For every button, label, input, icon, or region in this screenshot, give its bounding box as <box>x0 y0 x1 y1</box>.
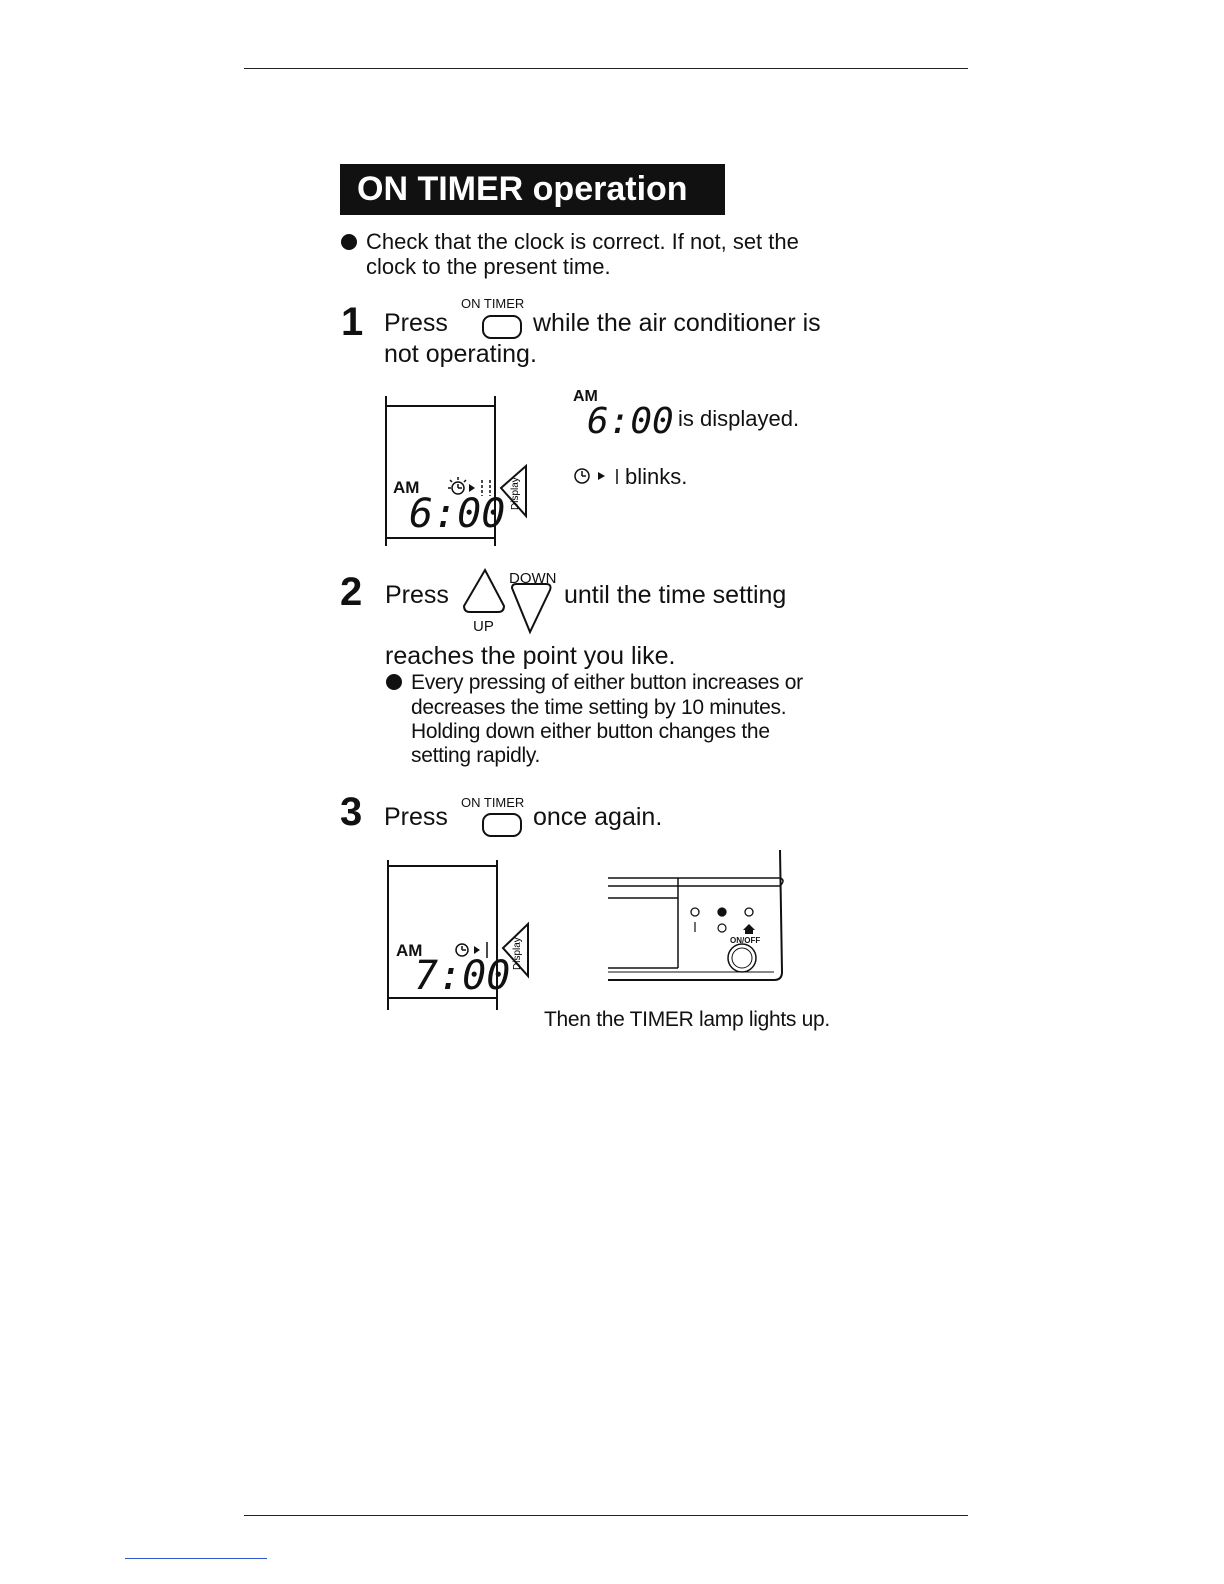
step-1-display-time: 6:00 <box>409 491 506 537</box>
step-2-note-line-3: Holding down either button changes the <box>411 720 770 743</box>
step-1-text-line-2: not operating. <box>384 340 537 368</box>
down-label: DOWN <box>509 570 557 587</box>
svg-text:Display: Display <box>510 477 521 510</box>
step-3-display-ampm: AM <box>396 941 423 960</box>
step-1-press: Press <box>384 309 448 337</box>
svg-text:Display: Display <box>512 937 523 970</box>
step-2-press: Press <box>385 581 449 609</box>
footer-link-underline <box>125 1558 267 1559</box>
timer-indicator-icon <box>573 466 623 486</box>
step-2-number: 2 <box>340 570 363 614</box>
step-1-button-label: ON TIMER <box>461 296 525 311</box>
step-3-text: once again. <box>533 803 663 831</box>
intro-line-2: clock to the present time. <box>366 254 611 279</box>
step-1-display-ampm: AM <box>393 478 420 497</box>
bottom-rule <box>244 1515 968 1516</box>
step-3-press: Press <box>384 803 448 831</box>
section-title: ON TIMER operation <box>340 164 725 215</box>
step-1-blinks-text: blinks. <box>625 464 688 489</box>
step-1-shown-text: is displayed. <box>678 406 800 431</box>
step-2-text-line-1: until the time setting <box>564 581 787 609</box>
unit-on-off-label: ON/OFF <box>730 936 761 945</box>
step-3-display-time: 7:00 <box>414 953 511 999</box>
up-arrow-icon <box>464 570 504 612</box>
step-1-text-line-1: while the air conditioner is <box>533 309 821 337</box>
step-1-shown-ampm: AM <box>573 388 598 405</box>
timer-lamp-icon <box>718 908 726 916</box>
step-2-text-line-2: reaches the point you like. <box>385 642 676 670</box>
step-1-shown-time: 6:00 <box>587 401 674 442</box>
step-1-number: 1 <box>341 300 364 344</box>
down-arrow-icon <box>512 584 551 632</box>
bullet-icon <box>386 674 402 690</box>
bullet-icon <box>341 234 357 250</box>
step-3-caption: Then the TIMER lamp lights up. <box>544 1008 830 1031</box>
step-2-note-line-1: Every pressing of either button increases or <box>411 671 803 694</box>
step-2-note-line-4: setting rapidly. <box>411 744 541 767</box>
indoor-unit-panel <box>604 846 794 986</box>
on-timer-button-icon <box>482 813 522 837</box>
top-rule <box>244 68 968 69</box>
step-3-button-label: ON TIMER <box>461 795 525 810</box>
intro-line-1: Check that the clock is correct. If not, set the <box>366 229 799 254</box>
on-timer-button-icon <box>482 315 522 339</box>
up-label: UP <box>473 618 494 635</box>
step-2-note-line-2: decreases the time setting by 10 minutes. <box>411 696 787 719</box>
step-3-number: 3 <box>340 790 363 834</box>
